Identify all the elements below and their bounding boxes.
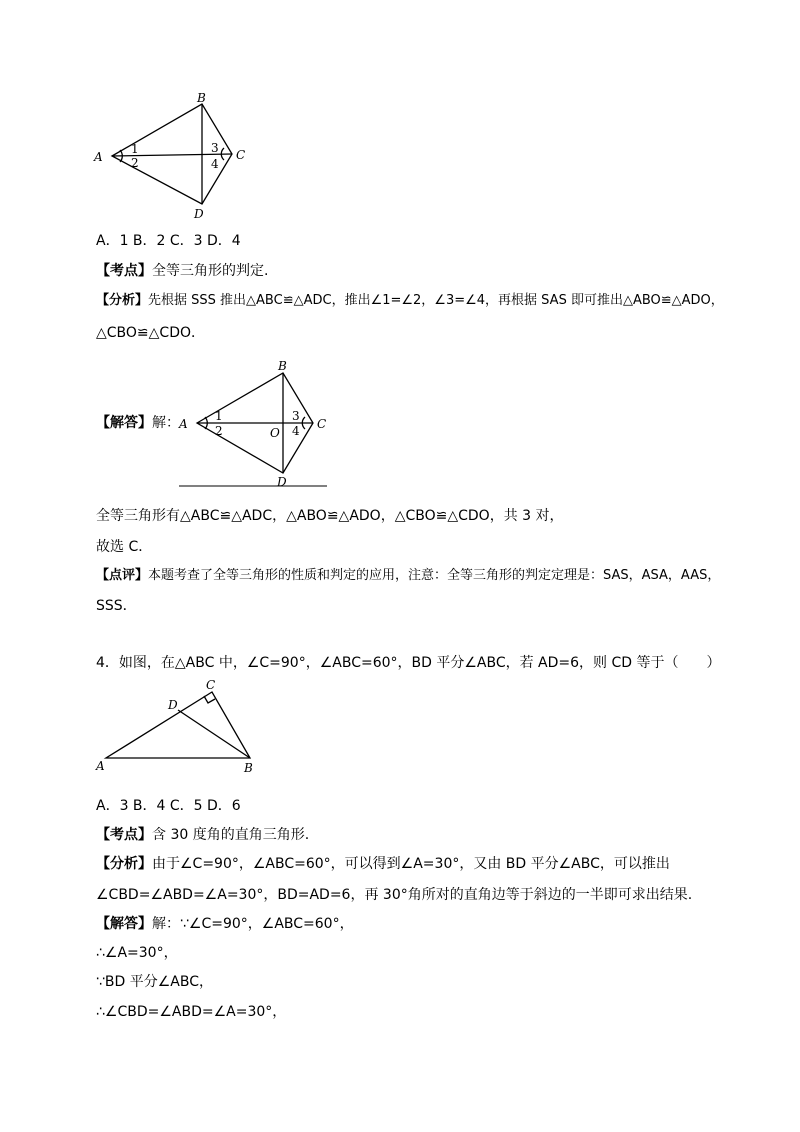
vertex-d-label-q4: D — [168, 698, 178, 712]
q4-jieda-line2: ∴∠A=30°， — [96, 945, 178, 961]
vertex-c-label-q4: C — [206, 678, 216, 692]
q3-kaodian-text: 全等三角形的判定. — [152, 263, 269, 279]
q4-stem: 4．如图，在△ABC 中，∠C=90°，∠ABC=60°，BD 平分∠ABC，若 AD=6，则 CD 等于（ ） — [96, 655, 721, 671]
q3-dianping-line1 — [96, 567, 720, 585]
point-o-label: O — [270, 426, 280, 440]
q3-options: A．1 B．2 C．3 D．4 — [96, 233, 241, 249]
q4-kaodian-tag: 【考点】 — [96, 827, 152, 843]
q4-jieda-tag: 【解答】 — [96, 916, 152, 932]
q3-kaodian — [96, 262, 268, 280]
segment-bd — [178, 710, 250, 758]
figure-kite-1 — [90, 90, 250, 230]
q3-solution-line2: 故选 C． — [96, 539, 153, 555]
vertex-a-label: A — [94, 150, 103, 164]
q3-kaodian-tag: 【考点】 — [96, 263, 152, 279]
angle-1-label-2: 1 — [215, 409, 223, 423]
right-angle-mark — [204, 696, 215, 703]
q3-fenxi-line2: △CBO≌△CDO． — [96, 325, 205, 341]
vertex-b-label-2: B — [278, 359, 287, 373]
q4-jieda-line4: ∴∠CBD=∠ABD=∠A=30°， — [96, 1004, 287, 1020]
angle-1-label: 1 — [131, 142, 139, 156]
q4-options: A．3 B．4 C．5 D．6 — [96, 798, 241, 814]
q3-jieda-tag: 【解答】 — [96, 415, 152, 431]
q4-jieda-line1 — [96, 915, 354, 933]
vertex-d-label: D — [194, 207, 204, 221]
q3-solution-line1: 全等三角形有△ABC≌△ADC，△ABO≌△ADO，△CBO≌△CDO，共 3 对， — [96, 508, 564, 524]
q3-dianping-text: 本题考查了全等三角形的性质和判定的应用，注意：全等三角形的判定定理是：SAS，ASA，AAS， — [148, 568, 721, 583]
vertex-c-label-2: C — [317, 417, 327, 431]
vertex-a-label-2: A — [179, 417, 188, 431]
figure-kite-2 — [175, 355, 335, 495]
q4-fenxi-line1 — [96, 855, 670, 873]
vertex-a-label-q4: A — [96, 759, 105, 773]
q3-jieda — [96, 414, 180, 432]
q4-jieda-text: 解：∵∠C=90°，∠ABC=60°， — [152, 916, 354, 932]
vertex-b-label: B — [197, 91, 206, 105]
q4-jieda-line3: ∵BD 平分∠ABC， — [96, 974, 214, 990]
vertex-b-label-q4: B — [244, 761, 253, 775]
q3-fenxi-tag: 【分析】 — [96, 293, 149, 308]
q4-fenxi-text: 由于∠C=90°，∠ABC=60°，可以得到∠A=30°，又由 BD 平分∠ABC，可以推出 — [152, 856, 670, 872]
q4-fenxi-line2: ∠CBD=∠ABD=∠A=30°，BD=AD=6，再 30°角所对的直角边等于斜边的一半即可求出结果. — [96, 887, 693, 903]
q3-fenxi-text: 先根据 SSS 推出△ABC≌△ADC，推出∠1=∠2，∠3=∠4，再根据 SAS 即可推出△ABO≌△ADO， — [148, 293, 724, 308]
vertex-c-label: C — [236, 148, 246, 162]
q4-kaodian — [96, 826, 309, 844]
q3-dianping-tag: 【点评】 — [96, 568, 149, 583]
q4-kaodian-text: 含 30 度角的直角三角形. — [152, 827, 310, 843]
triangle-abc — [106, 692, 250, 758]
angle-2-label: 2 — [131, 156, 139, 170]
vertex-d-label-2: D — [277, 475, 287, 489]
q4-fenxi-tag: 【分析】 — [96, 856, 152, 872]
angle-4-label: 4 — [211, 157, 219, 171]
q3-fenxi-line1 — [96, 292, 724, 310]
angle-4-label-2: 4 — [292, 424, 300, 438]
q3-dianping-line2: SSS． — [96, 598, 137, 614]
q3-jieda-text: 解： — [152, 415, 180, 431]
angle-2-label-2: 2 — [215, 424, 223, 438]
angle-3-label: 3 — [211, 141, 219, 155]
angle-3-label-2: 3 — [292, 409, 300, 423]
figure-right-triangle — [92, 678, 267, 778]
